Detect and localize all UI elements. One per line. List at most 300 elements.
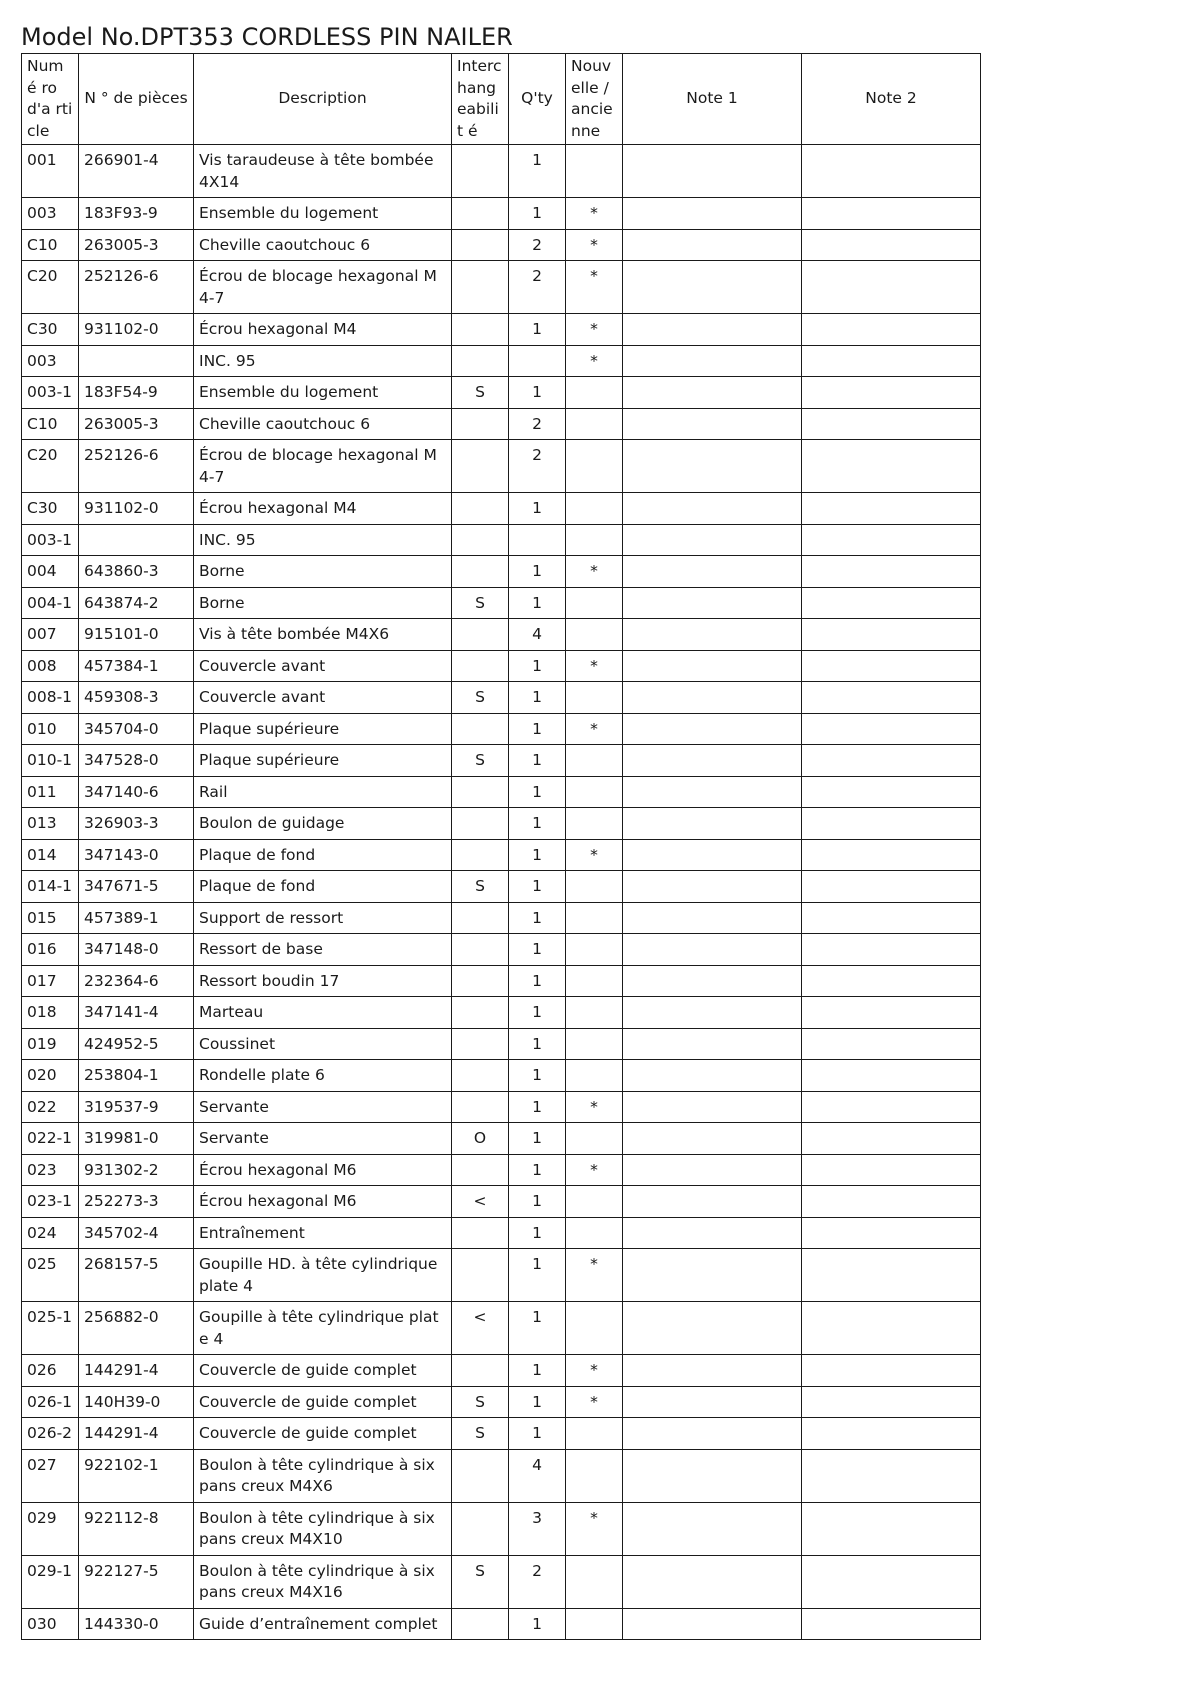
cell-interchangeability (452, 345, 509, 377)
cell-note-1 (623, 1154, 802, 1186)
cell-note-2 (802, 345, 981, 377)
cell-interchangeability (452, 1091, 509, 1123)
cell-description: Écrou hexagonal M6 (194, 1186, 452, 1218)
cell-note-1 (623, 524, 802, 556)
cell-interchangeability (452, 650, 509, 682)
cell-qty: 1 (509, 1418, 566, 1450)
cell-note-1 (623, 1186, 802, 1218)
cell-new-old: * (566, 345, 623, 377)
cell-item-no: C30 (22, 314, 79, 346)
cell-interchangeability (452, 440, 509, 493)
cell-description: Borne (194, 556, 452, 588)
cell-description: Écrou de blocage hexagonal M4-7 (194, 440, 452, 493)
cell-note-2 (802, 1502, 981, 1555)
cell-qty: 1 (509, 587, 566, 619)
cell-interchangeability (452, 965, 509, 997)
cell-interchangeability (452, 524, 509, 556)
cell-note-2 (802, 776, 981, 808)
cell-item-no: C30 (22, 493, 79, 525)
cell-note-2 (802, 808, 981, 840)
cell-note-1 (623, 839, 802, 871)
cell-new-old: * (566, 314, 623, 346)
cell-new-old (566, 808, 623, 840)
cell-qty: 1 (509, 493, 566, 525)
cell-note-1 (623, 1355, 802, 1387)
table-row (22, 1186, 981, 1218)
cell-item-no: 007 (22, 619, 79, 651)
cell-item-no: 008-1 (22, 682, 79, 714)
cell-part-no: 347148-0 (79, 934, 194, 966)
cell-interchangeability (452, 408, 509, 440)
cell-part-no: 922102-1 (79, 1449, 194, 1502)
cell-interchangeability: S (452, 377, 509, 409)
cell-new-old (566, 377, 623, 409)
cell-qty: 1 (509, 1091, 566, 1123)
table-row (22, 556, 981, 588)
cell-note-1 (623, 902, 802, 934)
cell-note-1 (623, 650, 802, 682)
table-row (22, 1091, 981, 1123)
cell-note-1 (623, 871, 802, 903)
cell-note-1 (623, 408, 802, 440)
cell-interchangeability (452, 261, 509, 314)
cell-note-2 (802, 440, 981, 493)
cell-item-no: 017 (22, 965, 79, 997)
cell-item-no: 018 (22, 997, 79, 1029)
cell-description: Plaque de fond (194, 871, 452, 903)
cell-part-no: 144291-4 (79, 1418, 194, 1450)
cell-new-old: * (566, 261, 623, 314)
cell-item-no: C10 (22, 229, 79, 261)
table-row (22, 619, 981, 651)
cell-note-2 (802, 650, 981, 682)
cell-part-no: 183F93-9 (79, 198, 194, 230)
table-row (22, 839, 981, 871)
cell-qty: 1 (509, 808, 566, 840)
cell-note-2 (802, 1386, 981, 1418)
table-row (22, 871, 981, 903)
table-row (22, 1123, 981, 1155)
cell-qty: 1 (509, 1386, 566, 1418)
cell-qty: 1 (509, 1123, 566, 1155)
cell-note-1 (623, 1091, 802, 1123)
cell-new-old (566, 1186, 623, 1218)
cell-note-1 (623, 587, 802, 619)
cell-description: Plaque supérieure (194, 713, 452, 745)
cell-qty: 1 (509, 934, 566, 966)
cell-note-1 (623, 776, 802, 808)
cell-item-no: 004 (22, 556, 79, 588)
cell-description: Boulon à tête cylindrique à six pans creux M4X6 (194, 1449, 452, 1502)
table-row (22, 345, 981, 377)
cell-new-old: * (566, 1249, 623, 1302)
cell-interchangeability (452, 314, 509, 346)
cell-item-no: 015 (22, 902, 79, 934)
cell-qty: 1 (509, 871, 566, 903)
cell-new-old (566, 145, 623, 198)
cell-interchangeability: < (452, 1302, 509, 1355)
cell-part-no (79, 345, 194, 377)
cell-qty: 1 (509, 997, 566, 1029)
cell-qty: 4 (509, 619, 566, 651)
cell-qty: 1 (509, 650, 566, 682)
cell-new-old: * (566, 556, 623, 588)
cell-item-no: 029-1 (22, 1555, 79, 1608)
cell-note-2 (802, 997, 981, 1029)
cell-part-no: 347671-5 (79, 871, 194, 903)
cell-part-no: 263005-3 (79, 408, 194, 440)
cell-item-no: 026 (22, 1355, 79, 1387)
table-row (22, 1449, 981, 1502)
cell-note-1 (623, 1502, 802, 1555)
cell-part-no: 144291-4 (79, 1355, 194, 1387)
cell-qty (509, 345, 566, 377)
table-row (22, 934, 981, 966)
cell-note-1 (623, 261, 802, 314)
cell-item-no: 022-1 (22, 1123, 79, 1155)
cell-interchangeability: S (452, 871, 509, 903)
cell-qty: 1 (509, 1154, 566, 1186)
cell-item-no: 010 (22, 713, 79, 745)
cell-interchangeability (452, 1028, 509, 1060)
table-row (22, 1555, 981, 1608)
cell-note-1 (623, 619, 802, 651)
header-description: Description (194, 54, 452, 145)
cell-interchangeability (452, 1154, 509, 1186)
cell-note-1 (623, 682, 802, 714)
cell-note-2 (802, 377, 981, 409)
cell-new-old (566, 408, 623, 440)
cell-qty: 1 (509, 1217, 566, 1249)
cell-interchangeability (452, 1449, 509, 1502)
cell-note-2 (802, 1302, 981, 1355)
table-row (22, 965, 981, 997)
cell-item-no: 011 (22, 776, 79, 808)
cell-new-old (566, 965, 623, 997)
cell-qty: 1 (509, 1249, 566, 1302)
cell-item-no: 014-1 (22, 871, 79, 903)
table-row (22, 650, 981, 682)
cell-part-no: 457384-1 (79, 650, 194, 682)
cell-item-no: 003-1 (22, 524, 79, 556)
cell-part-no (79, 524, 194, 556)
cell-part-no: 931102-0 (79, 493, 194, 525)
cell-new-old (566, 997, 623, 1029)
cell-item-no: 013 (22, 808, 79, 840)
cell-new-old (566, 440, 623, 493)
cell-note-2 (802, 1355, 981, 1387)
cell-part-no: 915101-0 (79, 619, 194, 651)
cell-note-2 (802, 1217, 981, 1249)
table-row (22, 229, 981, 261)
cell-part-no: 252126-6 (79, 261, 194, 314)
table-row (22, 776, 981, 808)
cell-new-old (566, 902, 623, 934)
parts-table (21, 53, 981, 1640)
cell-note-2 (802, 1608, 981, 1640)
cell-part-no: 232364-6 (79, 965, 194, 997)
cell-part-no: 183F54-9 (79, 377, 194, 409)
cell-description: Ensemble du logement (194, 377, 452, 409)
cell-item-no: 029 (22, 1502, 79, 1555)
cell-item-no: 025-1 (22, 1302, 79, 1355)
cell-note-2 (802, 619, 981, 651)
cell-part-no: 347141-4 (79, 997, 194, 1029)
cell-description: Couvercle avant (194, 682, 452, 714)
cell-qty: 2 (509, 261, 566, 314)
cell-description: Entraînement (194, 1217, 452, 1249)
cell-description: Servante (194, 1091, 452, 1123)
cell-note-2 (802, 1555, 981, 1608)
cell-description: INC. 95 (194, 524, 452, 556)
cell-note-1 (623, 440, 802, 493)
cell-description: Servante (194, 1123, 452, 1155)
cell-description: Cheville caoutchouc 6 (194, 229, 452, 261)
cell-description: Couvercle avant (194, 650, 452, 682)
cell-interchangeability (452, 1217, 509, 1249)
cell-note-1 (623, 1555, 802, 1608)
cell-note-2 (802, 524, 981, 556)
cell-new-old (566, 1449, 623, 1502)
cell-interchangeability (452, 145, 509, 198)
cell-note-1 (623, 1028, 802, 1060)
cell-item-no: C20 (22, 261, 79, 314)
cell-item-no: 020 (22, 1060, 79, 1092)
cell-note-2 (802, 839, 981, 871)
cell-new-old: * (566, 1386, 623, 1418)
cell-note-2 (802, 145, 981, 198)
cell-new-old: * (566, 229, 623, 261)
cell-note-1 (623, 1302, 802, 1355)
cell-description: Guide d’entraînement complet (194, 1608, 452, 1640)
cell-description: Ressort boudin 17 (194, 965, 452, 997)
cell-item-no: 022 (22, 1091, 79, 1123)
cell-part-no: 256882-0 (79, 1302, 194, 1355)
cell-qty: 1 (509, 713, 566, 745)
cell-note-1 (623, 934, 802, 966)
cell-new-old (566, 745, 623, 777)
cell-note-2 (802, 1028, 981, 1060)
cell-item-no: 016 (22, 934, 79, 966)
cell-description: Cheville caoutchouc 6 (194, 408, 452, 440)
cell-note-2 (802, 587, 981, 619)
cell-interchangeability (452, 493, 509, 525)
cell-part-no: 347140-6 (79, 776, 194, 808)
cell-description: Couvercle de guide complet (194, 1386, 452, 1418)
cell-new-old (566, 934, 623, 966)
cell-note-2 (802, 1249, 981, 1302)
cell-qty: 1 (509, 145, 566, 198)
cell-note-1 (623, 745, 802, 777)
cell-description: Boulon à tête cylindrique à six pans creux M4X16 (194, 1555, 452, 1608)
cell-qty: 1 (509, 1060, 566, 1092)
cell-note-1 (623, 1608, 802, 1640)
cell-note-2 (802, 229, 981, 261)
table-row (22, 1154, 981, 1186)
cell-part-no: 252273-3 (79, 1186, 194, 1218)
cell-new-old (566, 493, 623, 525)
cell-note-2 (802, 1186, 981, 1218)
table-row (22, 902, 981, 934)
table-row (22, 408, 981, 440)
cell-part-no: 263005-3 (79, 229, 194, 261)
cell-note-1 (623, 1449, 802, 1502)
table-row (22, 493, 981, 525)
cell-description: Coussinet (194, 1028, 452, 1060)
cell-interchangeability (452, 713, 509, 745)
cell-qty: 4 (509, 1449, 566, 1502)
cell-item-no: 010-1 (22, 745, 79, 777)
cell-note-1 (623, 808, 802, 840)
cell-part-no: 345702-4 (79, 1217, 194, 1249)
table-row (22, 745, 981, 777)
table-row (22, 713, 981, 745)
cell-description: Vis taraudeuse à tête bombée 4X14 (194, 145, 452, 198)
table-row (22, 1302, 981, 1355)
cell-interchangeability (452, 556, 509, 588)
cell-qty: 1 (509, 1608, 566, 1640)
cell-description: Boulon de guidage (194, 808, 452, 840)
table-row (22, 1060, 981, 1092)
cell-new-old (566, 1028, 623, 1060)
cell-interchangeability (452, 902, 509, 934)
cell-part-no: 347143-0 (79, 839, 194, 871)
cell-new-old (566, 1217, 623, 1249)
cell-part-no: 347528-0 (79, 745, 194, 777)
cell-item-no: 030 (22, 1608, 79, 1640)
cell-new-old (566, 1608, 623, 1640)
cell-interchangeability (452, 1355, 509, 1387)
cell-note-1 (623, 965, 802, 997)
cell-description: Rail (194, 776, 452, 808)
cell-interchangeability: S (452, 745, 509, 777)
cell-note-1 (623, 314, 802, 346)
table-row (22, 198, 981, 230)
cell-qty: 3 (509, 1502, 566, 1555)
cell-item-no: 014 (22, 839, 79, 871)
cell-note-2 (802, 314, 981, 346)
table-row (22, 440, 981, 493)
cell-new-old: * (566, 198, 623, 230)
cell-interchangeability (452, 776, 509, 808)
page-title: Model No.DPT353 CORDLESS PIN NAILER (21, 23, 513, 51)
cell-item-no: 003 (22, 345, 79, 377)
cell-part-no: 266901-4 (79, 145, 194, 198)
cell-part-no: 457389-1 (79, 902, 194, 934)
table-row (22, 261, 981, 314)
cell-note-1 (623, 377, 802, 409)
cell-qty: 2 (509, 408, 566, 440)
cell-part-no: 922112-8 (79, 1502, 194, 1555)
cell-note-2 (802, 408, 981, 440)
cell-description: Couvercle de guide complet (194, 1418, 452, 1450)
cell-note-2 (802, 1091, 981, 1123)
cell-part-no: 268157-5 (79, 1249, 194, 1302)
cell-qty: 1 (509, 776, 566, 808)
table-row (22, 314, 981, 346)
cell-interchangeability (452, 1249, 509, 1302)
cell-qty: 1 (509, 198, 566, 230)
cell-note-2 (802, 556, 981, 588)
cell-new-old (566, 1555, 623, 1608)
cell-description: Couvercle de guide complet (194, 1355, 452, 1387)
cell-new-old (566, 587, 623, 619)
table-header-row (22, 54, 981, 145)
cell-item-no: 004-1 (22, 587, 79, 619)
cell-note-1 (623, 198, 802, 230)
table-row (22, 587, 981, 619)
cell-description: Écrou de blocage hexagonal M4-7 (194, 261, 452, 314)
cell-new-old (566, 619, 623, 651)
cell-part-no: 144330-0 (79, 1608, 194, 1640)
cell-part-no: 931302-2 (79, 1154, 194, 1186)
cell-note-1 (623, 229, 802, 261)
cell-part-no: 922127-5 (79, 1555, 194, 1608)
cell-part-no: 459308-3 (79, 682, 194, 714)
cell-qty: 2 (509, 440, 566, 493)
cell-qty: 1 (509, 965, 566, 997)
cell-interchangeability (452, 934, 509, 966)
table-row (22, 1249, 981, 1302)
cell-item-no: 023-1 (22, 1186, 79, 1218)
cell-interchangeability (452, 808, 509, 840)
cell-interchangeability: S (452, 1386, 509, 1418)
cell-note-1 (623, 1217, 802, 1249)
cell-interchangeability: S (452, 587, 509, 619)
cell-description: Plaque supérieure (194, 745, 452, 777)
header-item-no: Numé ro d'a rticle (22, 54, 79, 145)
cell-item-no: 003-1 (22, 377, 79, 409)
table-row (22, 524, 981, 556)
cell-item-no: C10 (22, 408, 79, 440)
table-row (22, 808, 981, 840)
cell-qty: 1 (509, 682, 566, 714)
cell-interchangeability (452, 1608, 509, 1640)
cell-description: Rondelle plate 6 (194, 1060, 452, 1092)
cell-note-2 (802, 745, 981, 777)
cell-item-no: 024 (22, 1217, 79, 1249)
cell-qty: 1 (509, 1186, 566, 1218)
cell-new-old (566, 682, 623, 714)
cell-description: Ressort de base (194, 934, 452, 966)
cell-interchangeability (452, 198, 509, 230)
header-interchangeability: Interc hang eabilit é (452, 54, 509, 145)
cell-note-2 (802, 198, 981, 230)
cell-note-1 (623, 1060, 802, 1092)
cell-interchangeability (452, 1502, 509, 1555)
table-row (22, 1502, 981, 1555)
cell-part-no: 345704-0 (79, 713, 194, 745)
cell-item-no: 008 (22, 650, 79, 682)
cell-new-old (566, 776, 623, 808)
header-note-1: Note 1 (623, 54, 802, 145)
header-note-2: Note 2 (802, 54, 981, 145)
cell-item-no: 027 (22, 1449, 79, 1502)
cell-item-no: 003 (22, 198, 79, 230)
table-row (22, 1418, 981, 1450)
cell-qty: 1 (509, 314, 566, 346)
cell-note-2 (802, 965, 981, 997)
cell-new-old (566, 1302, 623, 1355)
cell-description: Vis à tête bombée M4X6 (194, 619, 452, 651)
cell-qty: 1 (509, 1302, 566, 1355)
cell-note-1 (623, 556, 802, 588)
cell-part-no: 140H39-0 (79, 1386, 194, 1418)
cell-description: Plaque de fond (194, 839, 452, 871)
cell-note-2 (802, 934, 981, 966)
cell-new-old (566, 1123, 623, 1155)
cell-qty: 1 (509, 902, 566, 934)
